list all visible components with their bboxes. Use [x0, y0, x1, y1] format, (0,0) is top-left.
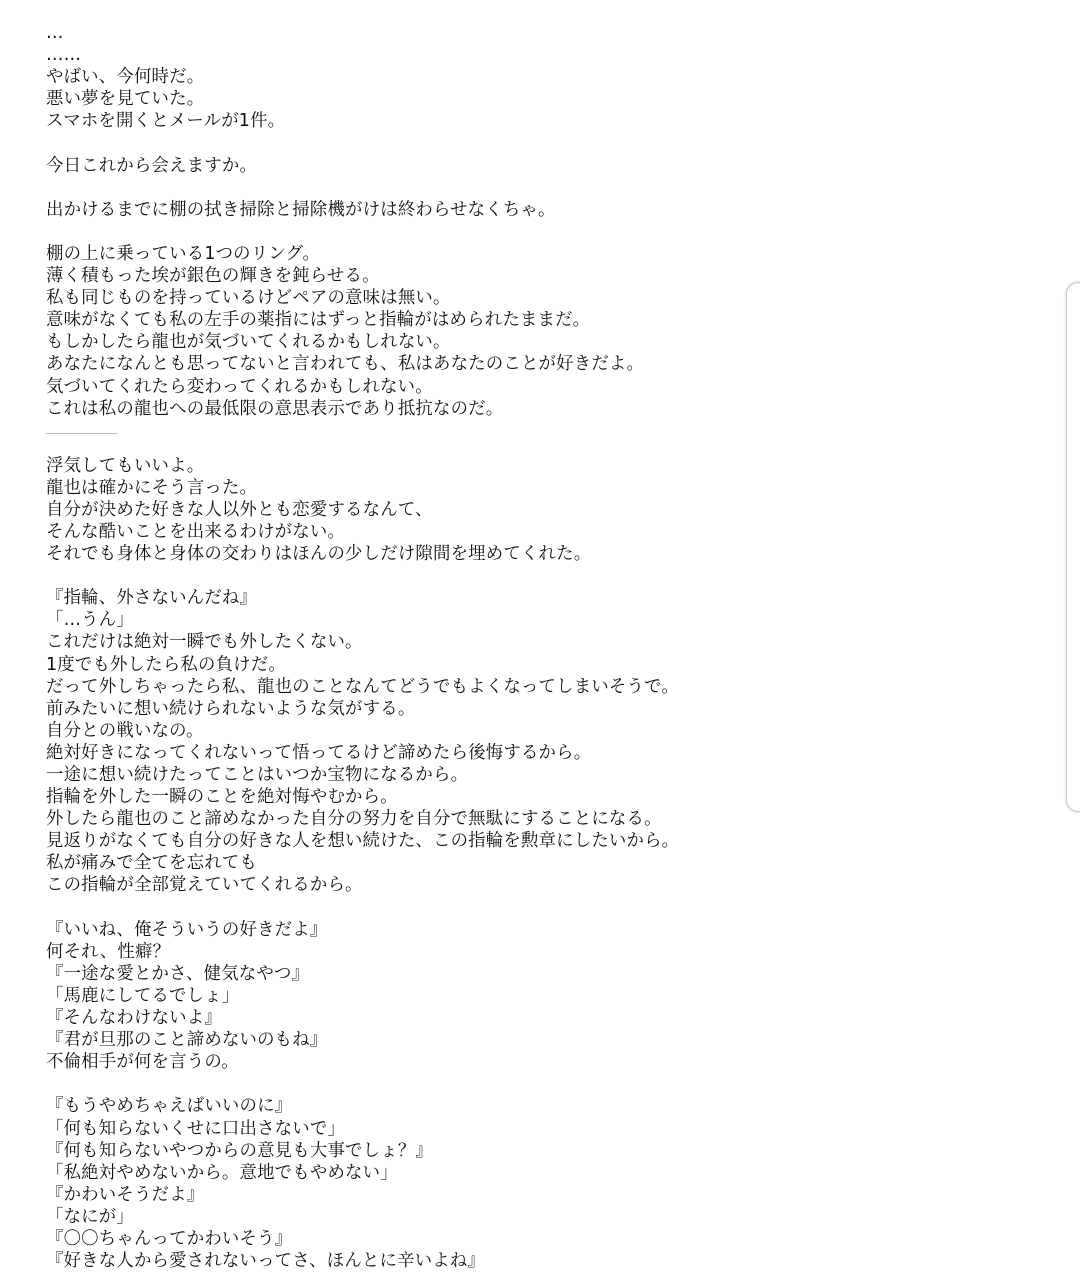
text-line: そんな酷いことを出来るわけがない。	[46, 521, 346, 542]
text-line: それでも身体と身体の交わりはほんの少しだけ隙間を埋めてくれた。	[46, 544, 592, 565]
text-line: 『〇〇ちゃんってかわいそう』	[46, 1228, 293, 1249]
text-line: 意味がなくても私の左手の薬指にはずっと指輪がはめられたままだ。	[46, 310, 591, 331]
scroll-handle[interactable]	[1066, 282, 1080, 812]
blank-line	[46, 565, 1046, 587]
blank-line	[46, 221, 1046, 243]
text-line: 『そんなわけないよ』	[46, 1008, 222, 1029]
text-line: 『一途な愛とかさ、健気なやつ』	[46, 963, 310, 984]
text-line: 自分が決めた好きな人以外とも恋愛するなんて、	[46, 499, 433, 520]
text-line: 薄く積もった埃が銀色の輝きを鈍らせる。	[46, 266, 380, 287]
text-section-conversation	[46, 455, 1046, 1272]
text-line: 見返りがなくても自分の好きな人を想い続けた、この指輪を勲章にしたいから。	[46, 831, 680, 852]
text-line: 『指輪、外さないんだね』	[46, 588, 258, 609]
text-line: もしかしたら龍也が気づいてくれるかもしれない。	[46, 332, 451, 353]
text-line: 気づいてくれたら変わってくれるかもしれない。	[46, 376, 433, 397]
text-line: 「何も知らないくせに口出さないで」	[46, 1118, 346, 1139]
text-line: 「私絶対やめないから。意地でもやめない」	[46, 1162, 398, 1183]
text-line: 私が痛みで全てを忘れても	[46, 853, 258, 874]
blank-line	[46, 897, 1046, 919]
text-line: 「なにが」	[46, 1206, 134, 1227]
text-line: 私も同じものを持っているけどペアの意味は無い。	[46, 288, 451, 309]
section-divider	[46, 433, 118, 434]
text-line: 1度でも外したら私の負けだ。	[46, 654, 286, 675]
blank-line	[46, 177, 1046, 199]
text-line: 『かわいそうだよ』	[46, 1184, 205, 1205]
document-body	[46, 22, 1046, 1272]
text-line: 「馬鹿にしてるでしょ」	[46, 985, 240, 1006]
text-line: 指輪を外した一瞬のことを絶対悔やむから。	[46, 787, 398, 808]
text-line: 『君が旦那のこと諦めないのもね』	[46, 1030, 328, 1051]
text-line: 『もうやめちゃえばいいのに』	[46, 1096, 293, 1117]
text-section-morning	[46, 22, 1046, 420]
text-line: この指輪が全部覚えていてくれるから。	[46, 875, 363, 896]
text-line: 出かけるまでに棚の拭き掃除と掃除機がけは終わらせなくちゃ。	[46, 199, 556, 220]
text-line: やばい、今何時だ。	[46, 67, 205, 88]
text-line: 不倫相手が何を言うの。	[46, 1052, 239, 1073]
text-line: 今日これから会えますか。	[46, 155, 258, 176]
text-line: 前みたいに想い続けられないような気がする。	[46, 698, 416, 719]
blank-line	[46, 132, 1046, 154]
text-line: 何それ、性癖？	[46, 941, 171, 962]
text-line: 自分との戦いなの。	[46, 720, 204, 741]
text-line: 浮気してもいいよ。	[46, 455, 205, 476]
text-line: 龍也は確かにそう言った。	[46, 477, 258, 498]
text-line: 悪い夢を見ていた。	[46, 89, 205, 110]
text-line: 『いいね、俺そういうの好きだよ』	[46, 919, 328, 940]
text-line: 外したら龍也のこと諦めなかった自分の努力を自分で無駄にすることになる。	[46, 809, 662, 830]
text-line: これは私の龍也への最低限の意思表示であり抵抗なのだ。	[46, 398, 504, 419]
text-line: …	[46, 23, 64, 43]
text-line: 絶対好きになってくれないって悟ってるけど諦めたら後悔するから。	[46, 742, 592, 763]
text-line: 一途に想い続けたってことはいつか宝物になるから。	[46, 765, 469, 785]
text-line: だって外しちゃったら私、龍也のことなんてどうでもよくなってしまいそうで。	[46, 676, 679, 697]
text-line: スマホを開くとメールが1件。	[46, 111, 286, 132]
text-line: 「…うん」	[46, 610, 134, 631]
blank-line	[46, 1073, 1046, 1095]
text-line: あなたになんとも思ってないと言われても、私はあなたのことが好きだよ。	[46, 354, 645, 375]
text-line: ……	[46, 45, 82, 66]
text-line: 棚の上に乗っている1つのリング。	[46, 243, 321, 264]
text-line: 『何も知らないやつからの意見も大事でしょ？』	[46, 1140, 433, 1161]
text-line: 『好きな人から愛されないってさ、ほんとに辛いよね』	[46, 1251, 486, 1272]
text-line: これだけは絶対一瞬でも外したくない。	[46, 632, 363, 653]
